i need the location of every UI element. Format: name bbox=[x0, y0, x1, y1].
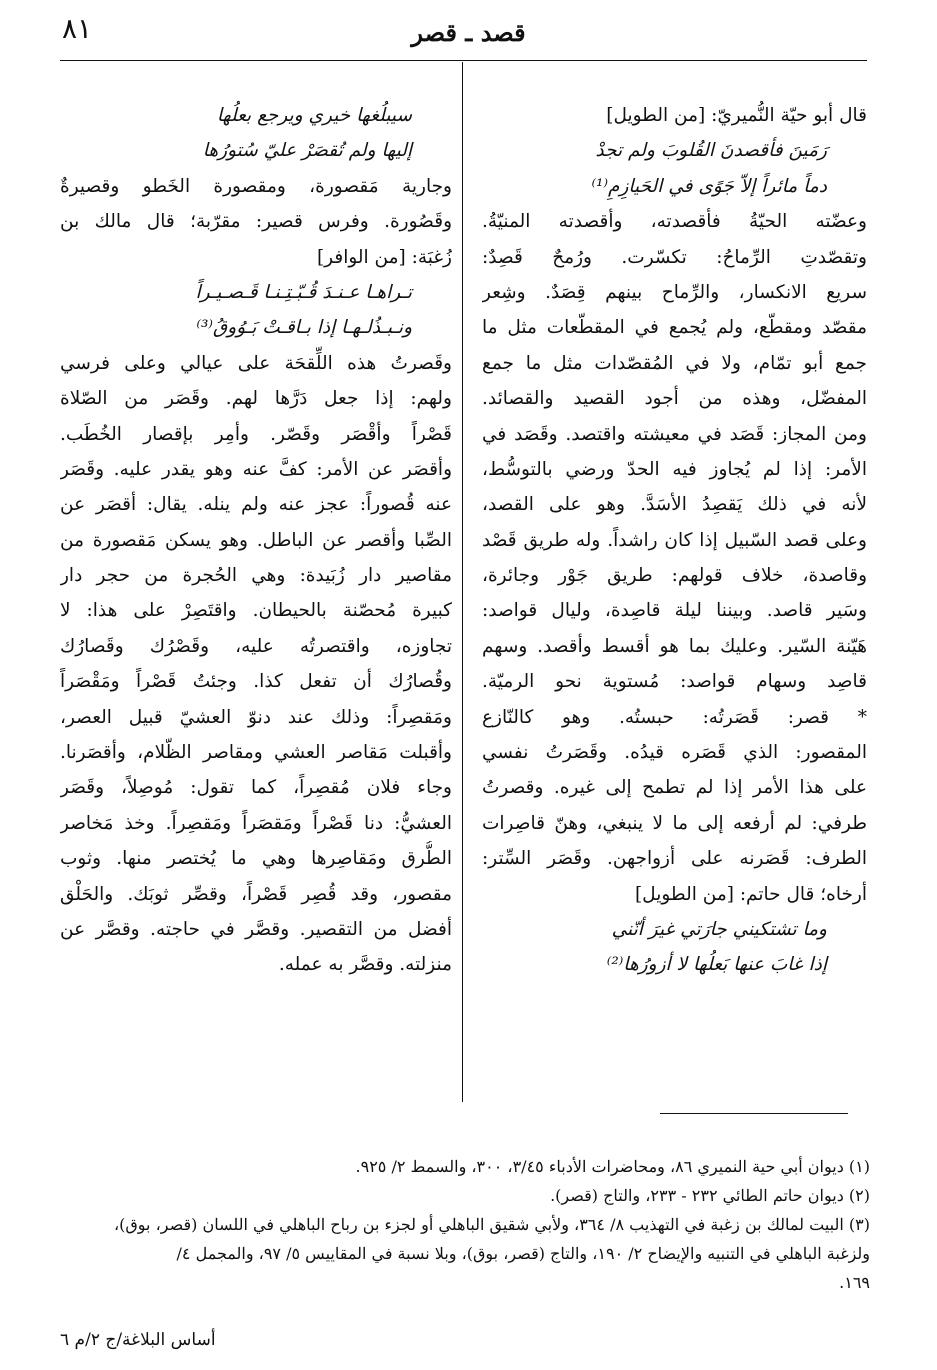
text-line: هَيّنة السّير. وعليك بما هو أقسط وأقصد. وسهم bbox=[482, 635, 867, 657]
text-line: * قصر: قَصَرتُه: حبستُه. وهو كالنّازع bbox=[482, 706, 867, 728]
verse-line: سيبلُغها خيري ويرجع بعلُها bbox=[216, 105, 412, 126]
footnote: (١) ديوان أبي حية النميري ٨٦، ومحاضرات الأدباء ٣/٤٥، ٣٠٠، والسمط ٢/ ٩٢٥. bbox=[355, 1157, 870, 1176]
text-line: الصِّبا وأقصر عن الباطل. وهو يسكن مَقصورة من bbox=[60, 529, 452, 551]
text-line: قَصْراً وأقْصَر وقَصّر. وأمِر بإقصار الخُطَب. bbox=[60, 423, 452, 445]
text-line: ومن المجاز: قَصَد في معيشته واقتصد. وقَصَد في bbox=[482, 423, 867, 445]
text-line: وأقصَر عن الأمر: كفَّ عنه وهو يقدر عليه. وقَصَر bbox=[60, 458, 452, 480]
text-line: الطُّرق ومَقاصِرها وهي ما يُختصر منها. وثوب bbox=[60, 848, 452, 870]
text-line: عنه قُصوراً: عجز عنه ولم ينله. يقال: أقصَر عن bbox=[60, 494, 452, 516]
text-line: الأمر: إذا لم يُجاوز فيه الحدّ ورضي بالتوسُّط، bbox=[482, 458, 867, 480]
text-line: منزلته. وقصَّر به عمله. bbox=[278, 954, 452, 976]
text-line: وتقصّدتِ الرِّماحُ: تكسّرت. ورُمحٌ قَصِدٌ: bbox=[482, 246, 867, 268]
verse-line: رَمَينَ فأقصدنَ القُلوبَ ولم تجدْ bbox=[595, 140, 827, 162]
text-line: ولهم: إذا جعل دَرَّها لهم. وقَصَر من الصّلاة bbox=[60, 388, 452, 410]
text-line: وقُصارُك أن تفعل كذا. وجئتُ قَصْراً ومَقْصَراً bbox=[60, 671, 452, 693]
verse-line: إليها ولم تُقصَرْ عليّ سُتورُها bbox=[202, 140, 412, 162]
verse-line: دماً مائراً إلاّ جَوًى في الحَيازِمِ⁽¹⁾ bbox=[591, 175, 827, 197]
text-line: مقصّد ومقطّع، ولم يُجمع في المقطّعات مثل ما bbox=[482, 317, 867, 339]
text-line: أرخاه؛ قال حاتم: [من الطويل] bbox=[634, 883, 867, 905]
text-line: مقاصير دار زُبَيدة: وهي الحُجرة من حجر دار bbox=[60, 565, 452, 587]
text-line: وجاء فلان مُقصِراً، كما تقول: مُوصِلاً، وقَصَر bbox=[60, 777, 452, 799]
verse-line: ونـبـذُلـهـا إذا بـاقـتْ بَـوُوقُ⁽³⁾ bbox=[196, 317, 412, 339]
column-divider bbox=[462, 62, 463, 1102]
text-line: وأقبلت مَقاصر العشي ومقاصر الظّلام، وأقصَرنا. bbox=[60, 742, 452, 764]
text-line: أفضل من التقصير. وقصَّر في حاجته. وقصَّر عن bbox=[60, 918, 452, 940]
footnote-rule bbox=[660, 1113, 848, 1114]
text-line: ومَقصِراً: وذلك عند دنوّ العشيّ قبيل العصر، bbox=[60, 706, 452, 728]
text-line: المفضّل، وهذه من أجود القصيد والقصائد. bbox=[482, 388, 867, 410]
text-line: سريع الانكسار، والرِّماح بينهم قِصَدٌ. وشِعر bbox=[482, 281, 867, 303]
text-line: المقصور: الذي قَصَره قيدُه. وقَصَرتُ نفسي bbox=[482, 742, 867, 764]
text-line: وقاصدة، خلاف قولهم: طريق جَوْر وجائرة، bbox=[482, 565, 867, 587]
text-line: العشيُّ: دنا قَصْراً ومَقصَراً ومَقصِراً. وخذ مَخاصر bbox=[60, 812, 452, 834]
text-line: وقَصُورة. وفرس قصير: مقرّبة؛ قال مالك بن bbox=[60, 211, 452, 233]
text-line: زُغبَة: [من الوافر] bbox=[316, 246, 452, 268]
text-line: على هذا الأمر إذا لم تطمح إلى غيره. وقصرتُ bbox=[482, 777, 867, 799]
text-line: لأنه في ذلك يَقصِدُ الأسَدَّ. وهو على القصد، bbox=[482, 494, 867, 516]
left-column bbox=[60, 98, 452, 983]
footnote: (٢) ديوان حاتم الطائي ٢٣٢ - ٢٣٣، والتاج (قصر). bbox=[550, 1186, 870, 1205]
text-line: كبيرة مُحصّنة بالحيطان. واقتَصِرْ على هذا: لا bbox=[60, 600, 452, 622]
footnote: ولزغبة الباهلي في التنبيه والإيضاح ٢/ ١٩٠، والتاج (قصر، بوق)، وبلا نسبة في المقاييس ٥/ ٩٧، والمجمل ٤/ bbox=[176, 1244, 870, 1263]
text-line: قال أبو حيّة النُّميريّ: [من الطويل] bbox=[606, 105, 867, 126]
page-number: ٨١ bbox=[62, 12, 93, 45]
text-line: مقصور، وقد قُصِر قَصْراً، وقصِّر ثوبَك. والحَلْق bbox=[60, 883, 452, 905]
header-rule bbox=[60, 60, 867, 61]
right-column bbox=[482, 98, 867, 983]
verse-line: وما تشتكيني جارَتي غيرَ أنّني bbox=[611, 918, 827, 940]
text-line: الطرف: قَصَرنه على أزواجهن. وقَصَر السِّتر: bbox=[482, 848, 867, 870]
text-line: وسَير قاصد. وبيننا ليلة قاصِدة، وليال قواصد: bbox=[482, 600, 867, 622]
text-line: وعلى قصد السّبيل إذا كان راشداً. وله طريق قَصْد bbox=[482, 529, 867, 551]
text-line: جمع أبو تمّام، ولا في المُقصّدات مثل ما جمع bbox=[482, 352, 867, 374]
signature-mark: أساس البلاغة/ج ٢/م ٦ bbox=[60, 1330, 216, 1350]
verse-line: تـراهـا عـنـدَ قُـبّـتِـنـا قَـصـيـراً bbox=[195, 281, 412, 303]
text-line: طرفي: لم أرفعه إلى ما لا ينبغي، وهنّ قاصِرات bbox=[482, 812, 867, 834]
footnote: (٣) البيت لمالك بن زغبة في التهذيب ٨/ ٣٦٤، ولأبي شقيق الباهلي أو لجزء بن رباح الباهلي في اللسان (قصر، بوق)، bbox=[113, 1215, 870, 1234]
footnote: ١٦٩. bbox=[839, 1273, 870, 1292]
footnotes bbox=[60, 1152, 870, 1297]
text-line: تجاوزه، واقتصرتُه عليه، وقَصْرُك وقَصارُك bbox=[60, 635, 452, 657]
running-title: قصد ـ قصر bbox=[411, 18, 526, 47]
text-line: وعضّته الحيّةُ فأقصدته، وأقصدته المنيّةُ. bbox=[482, 211, 867, 233]
verse-line: إذا غابَ عنها بَعلُها لا أزورُها⁽²⁾ bbox=[606, 954, 827, 976]
text-line: وقَصرتُ هذه اللِّقحَة على عيالي وعلى فرسي bbox=[60, 352, 452, 374]
text-line: قاصِد وسهام قواصد: مُستوية نحو الرميّة. bbox=[482, 671, 867, 693]
text-line: وجارية مَقصورة، ومقصورة الخَطو وقصيرةٌ bbox=[60, 175, 452, 197]
